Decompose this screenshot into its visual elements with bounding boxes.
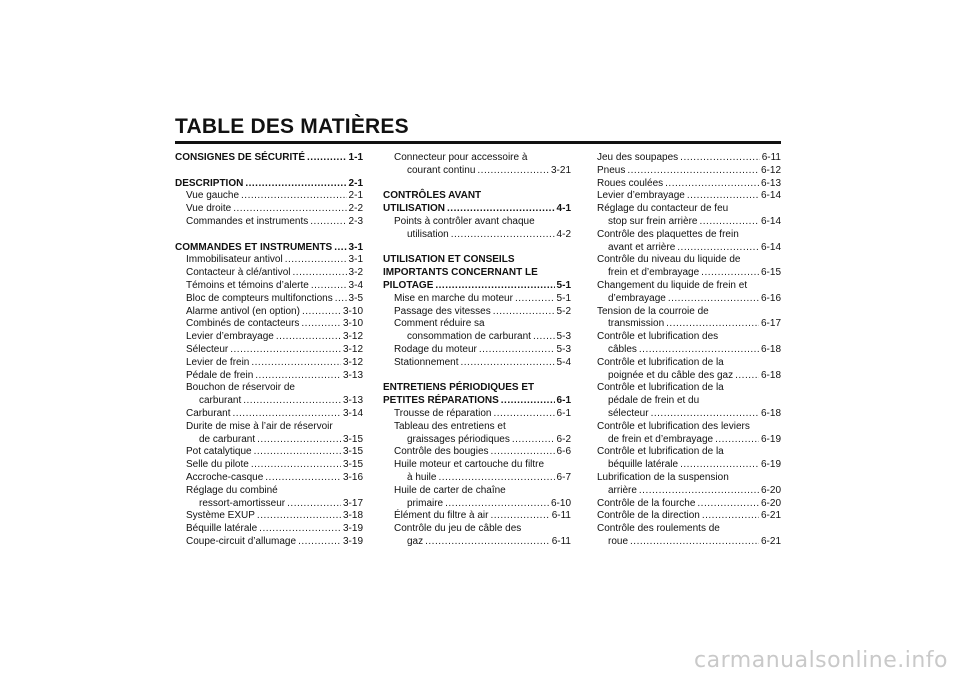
toc-entry-title: Levier de frein xyxy=(186,356,250,368)
toc-entry-page: 3-13 xyxy=(342,395,363,407)
toc-entry-page: 3-12 xyxy=(342,331,363,343)
toc-entry[interactable] xyxy=(383,331,571,344)
toc-entry[interactable] xyxy=(383,293,571,306)
toc-entry-title: Vue gauche xyxy=(186,190,240,202)
toc-entry-title: Mise en marche du moteur xyxy=(394,292,513,304)
toc-entry[interactable] xyxy=(383,434,571,447)
toc-entry-page: 3-15 xyxy=(342,446,363,458)
title-rule xyxy=(175,141,781,144)
toc-entry-page: 4-1 xyxy=(556,203,571,215)
toc-entry[interactable] xyxy=(175,306,363,319)
toc-entry-line: Réglage du contacteur de feu xyxy=(597,203,729,215)
toc-entry-page: 5-1 xyxy=(556,292,571,304)
toc-entry-title: câbles xyxy=(608,343,637,355)
toc-entry[interactable] xyxy=(175,318,363,331)
toc-entry-page: 6-14 xyxy=(760,215,781,227)
toc-column-1 xyxy=(175,152,363,549)
toc-entry[interactable] xyxy=(383,357,571,370)
toc-entry-title: consommation de carburant xyxy=(407,331,531,343)
toc-entry-page: 5-3 xyxy=(556,331,571,343)
toc-entry[interactable] xyxy=(383,510,571,523)
toc-entry-page: 3-10 xyxy=(342,318,363,330)
toc-entry-commandes[interactable] xyxy=(175,242,363,255)
toc-entry-line: Contrôle et lubrification des leviers xyxy=(597,420,750,432)
toc-entry-page: 3-12 xyxy=(342,343,363,355)
toc-entry-page: 3-12 xyxy=(342,356,363,368)
toc-entry-page: 5-1 xyxy=(556,279,571,291)
toc-entry-line: ENTRETIENS PÉRIODIQUES ET xyxy=(383,382,535,394)
toc-entry[interactable] xyxy=(175,498,363,511)
toc-entry-title: arrière xyxy=(608,484,637,496)
toc-entry-page: 6-14 xyxy=(760,241,781,253)
toc-entry-line: Durite de mise à l’air de réservoir xyxy=(186,420,333,432)
toc-entry[interactable] xyxy=(597,318,781,331)
toc-entry-title: Contrôle de la fourche xyxy=(597,497,696,509)
toc-entry-page: 3-2 xyxy=(348,267,363,279)
toc-entry-title: PETITES RÉPARATIONS xyxy=(383,395,499,407)
toc-entry[interactable] xyxy=(175,370,363,383)
toc-entry-page: 6-16 xyxy=(760,292,781,304)
toc-entry-line: Comment réduire sa xyxy=(394,318,485,330)
toc-entry-title: transmission xyxy=(608,318,665,330)
toc-entry-page: 6-1 xyxy=(556,407,571,419)
toc-entry-page: 6-10 xyxy=(550,497,571,509)
toc-entry-page: 6-13 xyxy=(760,177,781,189)
toc-entry-page: 4-2 xyxy=(556,228,571,240)
toc-entry-title: Béquille latérale xyxy=(186,523,258,535)
toc-entry-title: Vue droite xyxy=(186,203,232,215)
toc-entry-page: 6-2 xyxy=(556,433,571,445)
toc-entry-title: Pot catalytique xyxy=(186,446,252,458)
toc-entry-page: 6-1 xyxy=(556,395,571,407)
toc-entry-line: Contrôle et lubrification des xyxy=(597,331,719,343)
toc-entry-page: 6-20 xyxy=(760,497,781,509)
toc-entry-title: primaire xyxy=(407,497,444,509)
toc-entry[interactable] xyxy=(383,165,571,178)
toc-entry-page: 3-14 xyxy=(342,407,363,419)
toc-entry-title: Levier d’embrayage xyxy=(597,190,685,202)
toc-entry[interactable] xyxy=(175,254,363,267)
toc-entry-page: 6-19 xyxy=(760,459,781,471)
toc-entry-line: Contrôle et lubrification de la xyxy=(597,356,724,368)
toc-entry-title: Roues coulées xyxy=(597,177,664,189)
toc-entry-title: Témoins et témoins d’alerte xyxy=(186,279,309,291)
toc-entry-page: 3-21 xyxy=(550,164,571,176)
watermark: carmanualsonline.info xyxy=(694,648,948,673)
toc-entry[interactable] xyxy=(597,459,781,472)
toc-entry-page: 6-11 xyxy=(551,510,571,522)
toc-entry-line: Connecteur pour accessoire à xyxy=(394,152,528,163)
toc-entry-title: Passage des vitesses xyxy=(394,305,491,317)
toc-entry-title: Bloc de compteurs multifonctions xyxy=(186,292,333,304)
toc-entry-page: 3-15 xyxy=(342,433,363,445)
toc-entry-title: poignée et du câble des gaz xyxy=(608,369,734,381)
toc-entry-page: 3-5 xyxy=(348,292,363,304)
toc-entry-title: Sélecteur xyxy=(186,343,229,355)
toc-entry-title: frein et d’embrayage xyxy=(608,267,700,279)
toc-entry-description[interactable] xyxy=(175,178,363,191)
toc-entry[interactable] xyxy=(383,229,571,242)
toc-entry[interactable] xyxy=(597,370,781,383)
toc-entry-title: Rodage du moteur xyxy=(394,343,477,355)
toc-entry-line: UTILISATION ET CONSEILS xyxy=(383,254,515,266)
toc-entry[interactable] xyxy=(175,267,363,280)
toc-entry-title: gaz xyxy=(407,535,424,547)
toc-entry-line: IMPORTANTS CONCERNANT LE xyxy=(383,267,538,279)
toc-entry-title: PILOTAGE xyxy=(383,279,434,291)
toc-entry-page: 6-11 xyxy=(551,535,571,547)
toc-entry-page: 1-1 xyxy=(348,152,363,163)
toc-entry-line: Tableau des entretiens et xyxy=(394,420,506,432)
toc-entry[interactable] xyxy=(175,523,363,536)
toc-entry-line: Tension de la courroie de xyxy=(597,305,709,317)
toc-entry-title: COMMANDES ET INSTRUMENTS xyxy=(175,241,333,253)
toc-entry[interactable] xyxy=(175,536,363,549)
toc-entry-line: Bouchon de réservoir de xyxy=(186,382,295,394)
toc-entry[interactable] xyxy=(597,178,781,191)
toc-entry-title: Selle du pilote xyxy=(186,459,249,471)
toc-entry-page: 5-4 xyxy=(556,356,571,368)
toc-entry-title: Stationnement xyxy=(394,356,459,368)
toc-entry-utilisation[interactable] xyxy=(383,280,571,293)
toc-entry[interactable] xyxy=(383,306,571,319)
toc-entry[interactable] xyxy=(175,395,363,408)
toc-entry-title: ressort-amortisseur xyxy=(199,497,286,509)
toc-entry-title: roue xyxy=(608,535,629,547)
toc-entry[interactable] xyxy=(175,472,363,485)
toc-entry-page: 3-19 xyxy=(342,535,363,547)
toc-entry[interactable] xyxy=(597,344,781,357)
toc-entry[interactable] xyxy=(175,408,363,421)
toc-entry[interactable] xyxy=(597,267,781,280)
toc-entry[interactable] xyxy=(597,498,781,511)
toc-entry[interactable] xyxy=(597,510,781,523)
page-title: TABLE DES MATIÈRES xyxy=(175,115,409,138)
toc-entry-page: 2-3 xyxy=(348,215,363,227)
toc-entry[interactable] xyxy=(383,344,571,357)
toc-entry-line: Lubrification de la suspension xyxy=(597,471,729,483)
toc-entry[interactable] xyxy=(175,280,363,293)
toc-entry-title: Jeu des soupapes xyxy=(597,152,679,163)
toc-entry-title: DESCRIPTION xyxy=(175,177,244,189)
toc-entry-title: Commandes et instruments xyxy=(186,215,309,227)
toc-entry-title: carburant xyxy=(199,395,242,407)
toc-entry-line: Changement du liquide de frein et xyxy=(597,279,748,291)
toc-entry-page: 3-13 xyxy=(342,369,363,381)
toc-entry-title: Système EXUP xyxy=(186,510,255,522)
toc-entry-title: Coupe-circuit d’allumage xyxy=(186,535,297,547)
toc-entry-title: Carburant xyxy=(186,407,231,419)
toc-entry-line: Huile moteur et cartouche du filtre xyxy=(394,459,545,471)
toc-entry-title: Trousse de réparation xyxy=(394,407,492,419)
toc-entry[interactable] xyxy=(597,152,781,165)
toc-entry-line: pédale de frein et du xyxy=(608,395,700,407)
toc-entry-line: Contrôle du niveau du liquide de xyxy=(597,254,741,266)
toc-entry-page: 3-16 xyxy=(342,471,363,483)
toc-entry-title: de frein et d’embrayage xyxy=(608,433,714,445)
toc-entry[interactable] xyxy=(597,216,781,229)
toc-entry-line: Points à contrôler avant chaque xyxy=(394,215,535,227)
toc-entry-title: stop sur frein arrière xyxy=(608,215,698,227)
toc-entry-page: 3-18 xyxy=(342,510,363,522)
toc-entry-title: Pneus xyxy=(597,164,626,176)
toc-entry-controles[interactable] xyxy=(383,203,571,216)
toc-entry-line: Contrôle et lubrification de la xyxy=(597,446,724,458)
toc-entry[interactable] xyxy=(597,293,781,306)
toc-entry-page: 6-11 xyxy=(761,152,781,163)
toc-entry-title: courant continu xyxy=(407,164,476,176)
toc-entry-page: 3-17 xyxy=(342,497,363,509)
toc-entry-page: 3-4 xyxy=(348,279,363,291)
toc-column-2 xyxy=(383,152,571,549)
toc-entry-title: Combinés de contacteurs xyxy=(186,318,300,330)
toc-entry-title: CONSIGNES DE SÉCURITÉ xyxy=(175,152,306,163)
toc-entry-line: Huile de carter de chaîne xyxy=(394,484,506,496)
toc-entry[interactable] xyxy=(597,165,781,178)
toc-entry-page: 6-6 xyxy=(556,446,571,458)
toc-entry-page: 6-7 xyxy=(556,471,571,483)
toc-entry[interactable] xyxy=(175,459,363,472)
toc-entry[interactable] xyxy=(597,408,781,421)
toc-entry-page: 6-18 xyxy=(760,343,781,355)
toc-entry-title: béquille latérale xyxy=(608,459,679,471)
toc-entry-title: Levier d’embrayage xyxy=(186,331,274,343)
toc-entry-line: Réglage du combiné xyxy=(186,484,278,496)
toc-entry-consignes[interactable] xyxy=(175,152,363,165)
toc-entry-page: 2-1 xyxy=(348,190,363,202)
toc-entry-title: avant et arrière xyxy=(608,241,676,253)
toc-entry[interactable] xyxy=(383,408,571,421)
toc-entry-title: à huile xyxy=(407,471,437,483)
toc-entry-title: de carburant xyxy=(199,433,256,445)
toc-entry-page: 3-1 xyxy=(348,254,363,266)
toc-entry-line: Contrôle des roulements de xyxy=(597,523,720,535)
toc-entry-line: Contrôle et lubrification de la xyxy=(597,382,724,394)
toc-entry[interactable] xyxy=(383,498,571,511)
toc-entry[interactable] xyxy=(175,190,363,203)
toc-entry[interactable] xyxy=(383,536,571,549)
toc-entry-title: graissages périodiques xyxy=(407,433,510,445)
toc-entry-page: 6-21 xyxy=(760,535,781,547)
toc-entry[interactable] xyxy=(175,434,363,447)
toc-entry-page: 6-15 xyxy=(760,267,781,279)
toc-entry-page: 5-2 xyxy=(556,305,571,317)
toc-entry-page: 6-18 xyxy=(760,407,781,419)
toc-entry-title: Élément du filtre à air xyxy=(394,510,489,522)
toc-entry[interactable] xyxy=(175,331,363,344)
toc-entry-title: d’embrayage xyxy=(608,292,666,304)
toc-entry-title: Contrôle de la direction xyxy=(597,510,700,522)
toc-entry-page: 2-1 xyxy=(348,177,363,189)
toc-entry-title: UTILISATION xyxy=(383,203,446,215)
toc-entry[interactable] xyxy=(175,446,363,459)
toc-entry[interactable] xyxy=(175,357,363,370)
toc-entry[interactable] xyxy=(175,344,363,357)
toc-entry-title: Immobilisateur antivol xyxy=(186,254,283,266)
toc-entry[interactable] xyxy=(597,434,781,447)
toc-entry-page: 3-1 xyxy=(348,241,363,253)
toc-entry-title: Contacteur à clé/antivol xyxy=(186,267,291,279)
toc-entry[interactable] xyxy=(597,485,781,498)
toc-entry[interactable] xyxy=(175,293,363,306)
toc-entry-title: sélecteur xyxy=(608,407,649,419)
toc-entry-page: 3-10 xyxy=(342,305,363,317)
toc-entry-page: 6-21 xyxy=(760,510,781,522)
toc-entry-page: 3-19 xyxy=(342,523,363,535)
toc-entry-title: Accroche-casque xyxy=(186,471,264,483)
toc-entry-page: 6-17 xyxy=(760,318,781,330)
toc-entry-page: 6-18 xyxy=(760,369,781,381)
toc-entry-title: utilisation xyxy=(407,228,449,240)
toc-entry-entretiens[interactable] xyxy=(383,395,571,408)
toc-entry-page: 6-12 xyxy=(760,164,781,176)
toc-entry[interactable] xyxy=(383,446,571,459)
toc-entry-page: 6-20 xyxy=(760,484,781,496)
toc-column-3 xyxy=(597,152,781,549)
toc-entry[interactable] xyxy=(597,190,781,203)
toc-entry-page: 5-3 xyxy=(556,343,571,355)
toc-entry-page: 6-19 xyxy=(760,433,781,445)
toc-entry-line: Contrôle des plaquettes de frein xyxy=(597,228,739,240)
toc-entry[interactable] xyxy=(597,536,781,549)
toc-entry[interactable] xyxy=(175,203,363,216)
toc-entry-page: 2-2 xyxy=(348,203,363,215)
toc-entry[interactable] xyxy=(175,510,363,523)
toc-entry-line: CONTRÔLES AVANT xyxy=(383,190,482,202)
toc-entry-title: Pédale de frein xyxy=(186,369,254,381)
toc-entry-title: Contrôle des bougies xyxy=(394,446,489,458)
toc-entry[interactable] xyxy=(175,216,363,229)
toc-entry-page: 6-14 xyxy=(760,190,781,202)
toc-entry-title: Alarme antivol (en option) xyxy=(186,305,300,317)
toc-entry-line: Contrôle du jeu de câble des xyxy=(394,523,522,535)
toc-entry[interactable] xyxy=(597,242,781,255)
toc-entry[interactable] xyxy=(383,472,571,485)
toc-entry-page: 3-15 xyxy=(342,459,363,471)
